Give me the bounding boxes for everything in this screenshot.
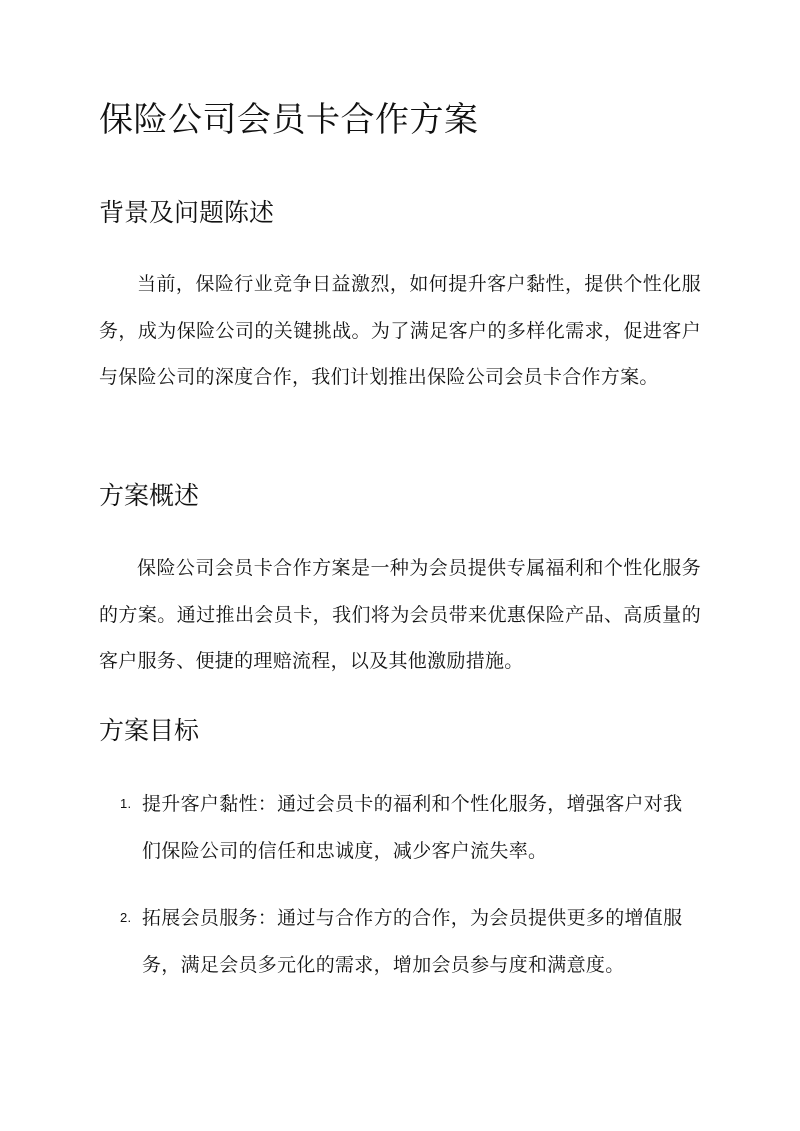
section-paragraph-background: 当前，保险行业竞争日益激烈，如何提升客户黏性，提供个性化服务，成为保险公司的关键挑战。为了满足客户的多样化需求，促进客户与保险公司的深度合作，我们计划推出保险公司会员卡合作方案。 [99,273,701,388]
list-item [99,895,701,988]
list-item-number: 1. [120,796,132,811]
goals-list [99,781,701,1009]
document-title: 保险公司会员卡合作方案 [99,100,479,140]
list-item [99,781,701,874]
list-item-text: 拓展会员服务：通过与合作方的合作，为会员提供更多的增值服务，满足会员多元化的需求，增加会员参与度和满意度。 [142,907,683,976]
list-item-text: 提升客户黏性：通过会员卡的福利和个性化服务，增强客户对我们保险公司的信任和忠诚度，减少客户流失率。 [142,793,683,862]
section-heading-overview: 方案概述 [99,481,200,510]
section-heading-goals: 方案目标 [99,716,200,745]
list-item-number: 2. [120,910,132,925]
section-heading-background: 背景及问题陈述 [99,198,275,227]
section-paragraph-overview: 保险公司会员卡合作方案是一种为会员提供专属福利和个性化服务的方案。通过推出会员卡，我们将为会员带来优惠保险产品、高质量的客户服务、便捷的理赔流程，以及其他激励措施。 [99,557,701,672]
